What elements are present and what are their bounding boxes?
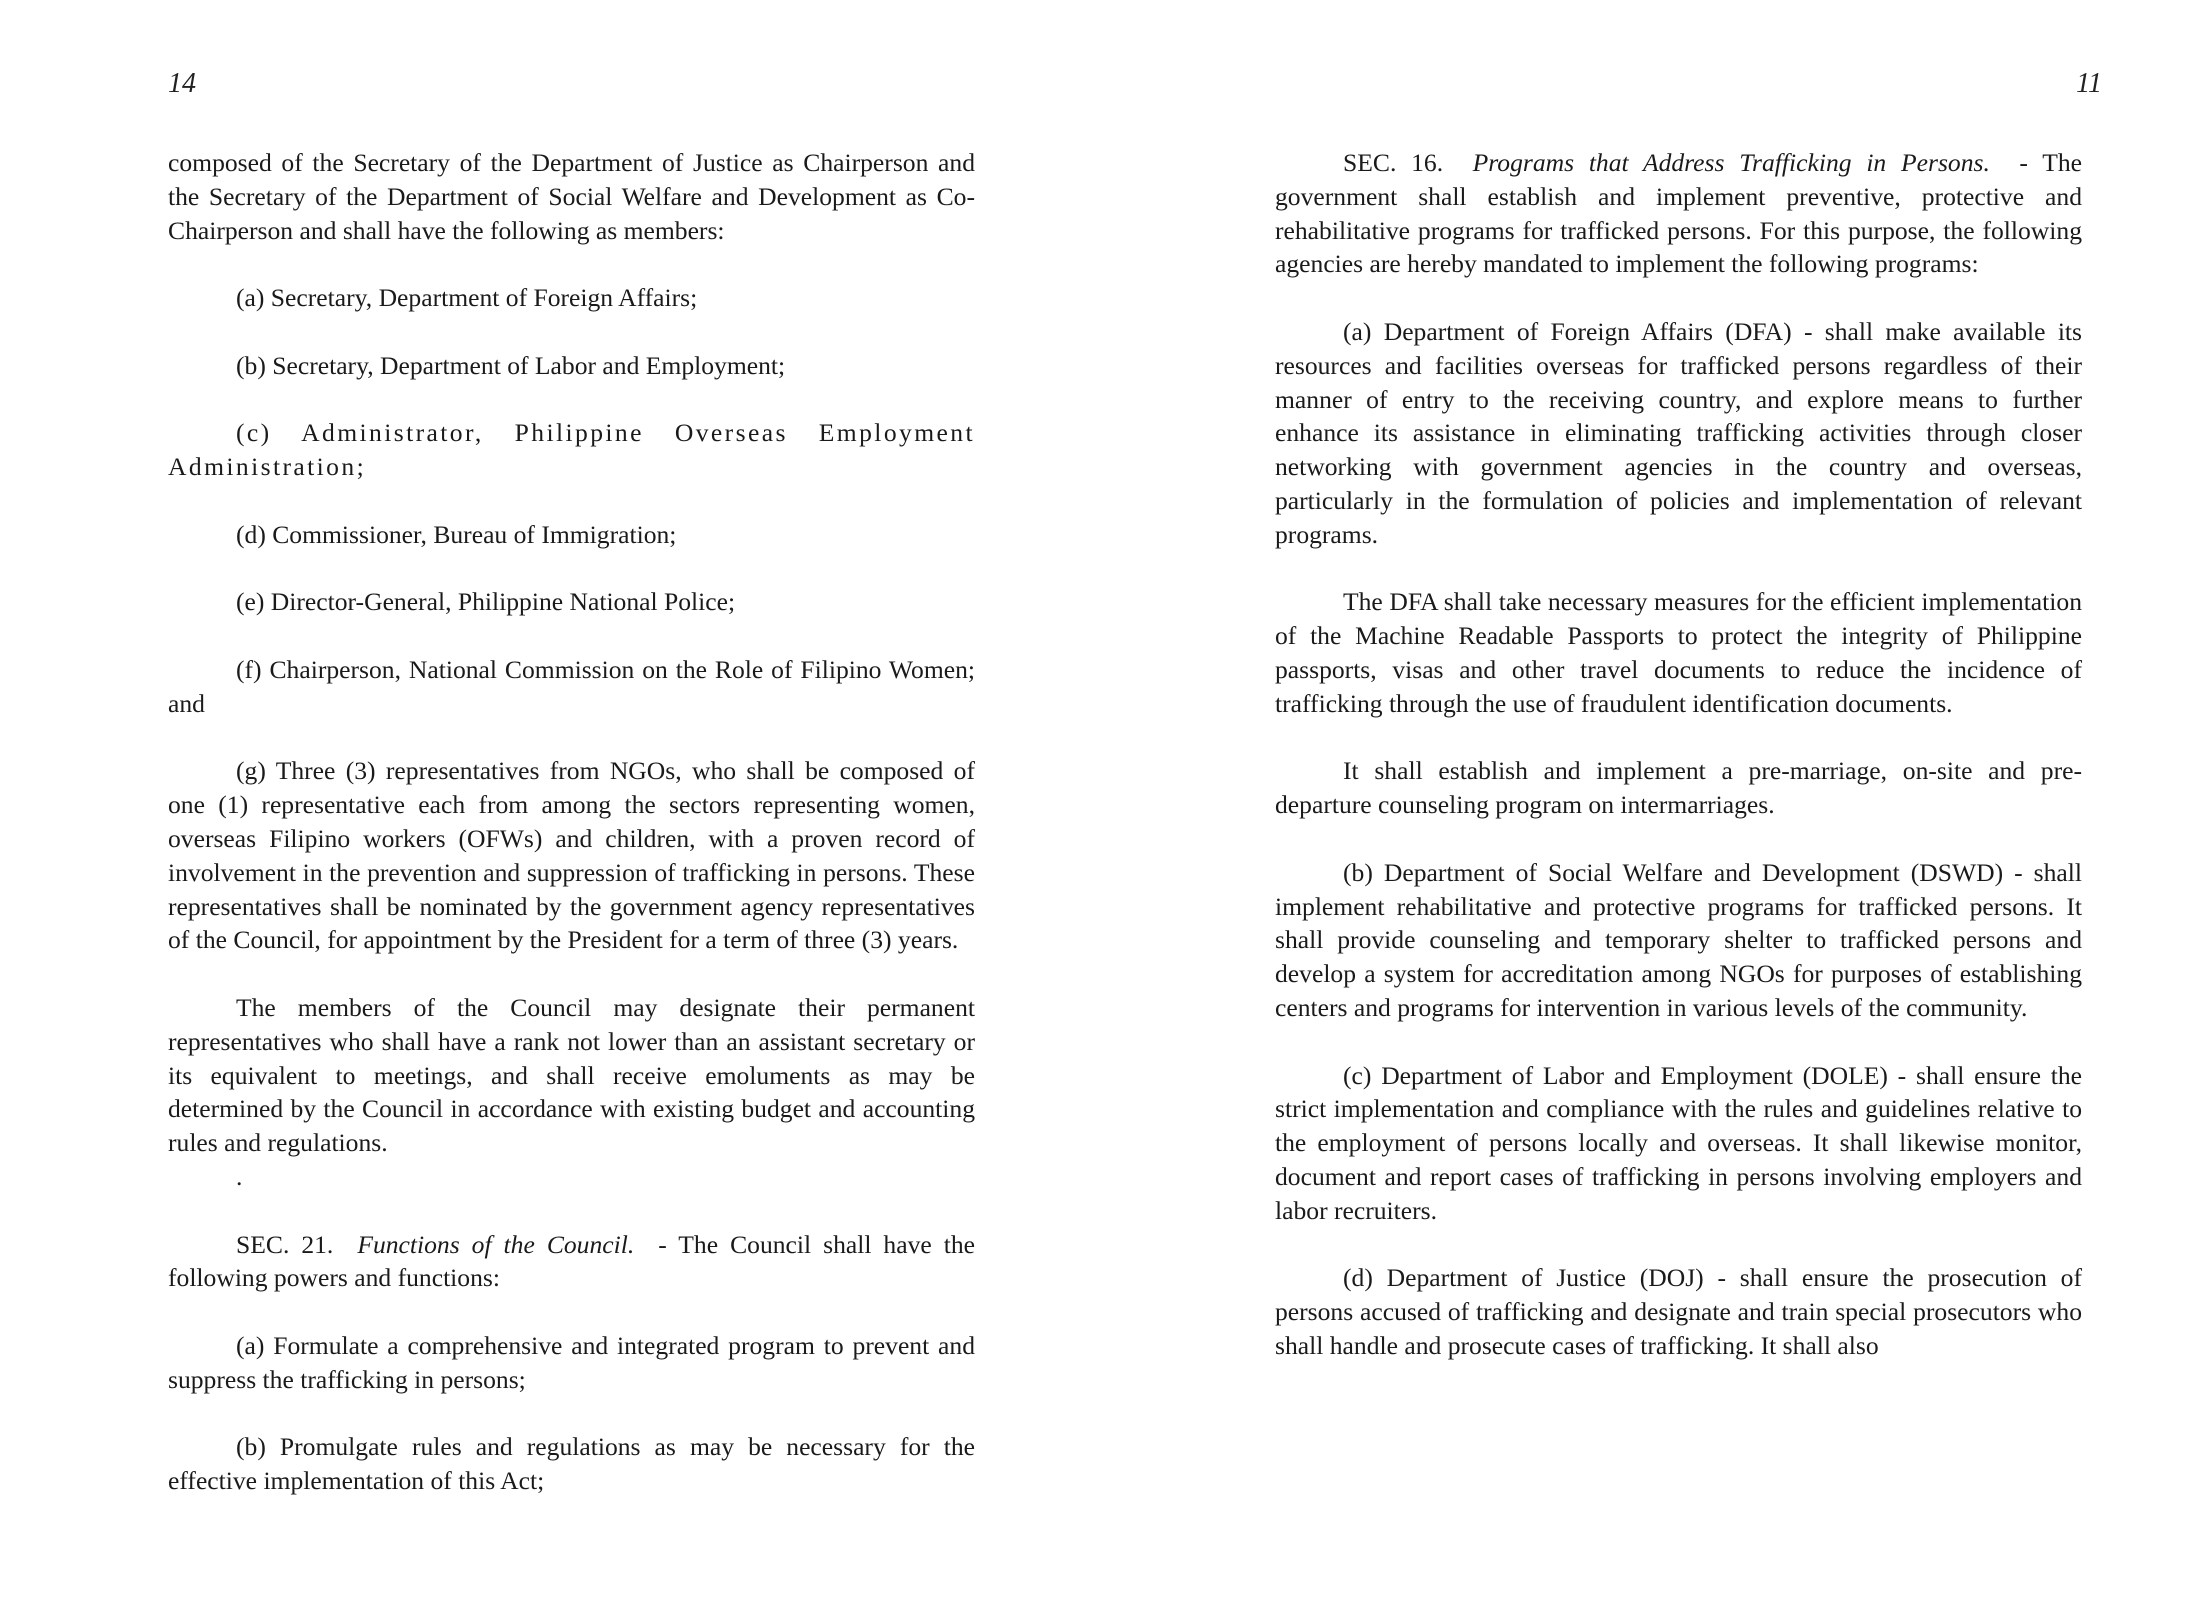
sec21-label: SEC. 21. (236, 1229, 334, 1259)
sec21-title: Functions of the Council. (357, 1229, 635, 1259)
doj-paragraph: (d) Department of Justice (DOJ) - shall ensure the prosecution of persons accused of trafficking and designate and train special prosecutors who shall handle and prosecute cases of trafficking. It shall also (1275, 1263, 2082, 1360)
left-page-number: 14 (168, 68, 196, 99)
member-item-a: (a) Secretary, Department of Foreign Affairs; (236, 283, 698, 313)
sec16-title: Programs that Address Trafficking in Persons. (1472, 148, 1990, 177)
sec16-text: - The government shall establish and implement preventive, protective and rehabilitative programs for trafficked persons. For this purpose, the following agencies are hereby mandated to implement the following programs: (1275, 148, 2083, 279)
member-item-b: (b) Secretary, Department of Labor and Employment; (236, 350, 786, 380)
member-item-c: (c) Administrator, Philippine Overseas Employment Administration; (168, 418, 975, 482)
right-text-column (1275, 146, 2082, 1363)
dole-paragraph: (c) Department of Labor and Employment (DOLE) - shall ensure the strict implementation and compliance with the rules and guidelines relative to the employment of persons locally and overseas. It shall likewise monitor, document and report cases of trafficking in persons involving employers and labor recruiters. (1275, 1060, 2082, 1225)
sec16-label: SEC. 16. (1343, 148, 1444, 177)
designation-paragraph: The members of the Council may designate their permanent representatives who shall have a rank not lower than an assistant secretary or its equivalent to meetings, and shall receive emoluments as may be determined by the Council in accordance with existing budget and accounting rules and regulations. (168, 992, 975, 1158)
sec16-paragraph (1275, 146, 2082, 281)
right-page-number: 11 (2076, 68, 2102, 99)
member-item-d: (d) Commissioner, Bureau of Immigration; (236, 519, 677, 549)
stray-mark: . (236, 1161, 243, 1191)
dfa-paragraph: (a) Department of Foreign Affairs (DFA) - shall make available its resources and facilities overseas for trafficked persons regardless of their manner of entry to the receiving country, and explore means to further enhance its assistance in eliminating trafficking activities through closer networking with government agencies in the country and overseas, particularly in the formulation of policies and implementation of relevant programs. (1275, 316, 2082, 549)
council-composition-paragraph: composed of the Secretary of the Department of Justice as Chairperson and the Secretary of the Department of Social Welfare and Development as Co-Chairperson and shall have the following as members: (168, 148, 975, 245)
dfa-counseling-paragraph: It shall establish and implement a pre-marriage, on-site and pre-departure counseling program on intermarriages. (1275, 756, 2082, 820)
dswd-paragraph: (b) Department of Social Welfare and Development (DSWD) - shall implement rehabilitative and protective programs for trafficked persons. It shall provide counseling and temporary shelter to trafficked persons and develop a system for accreditation among NGOs for purposes of establishing centers and programs for intervention in various levels of the community. (1275, 857, 2082, 1022)
sec21-paragraph (168, 1228, 975, 1296)
function-item-b: (b) Promulgate rules and regulations as may be necessary for the effective implementation of this Act; (168, 1432, 975, 1496)
sec21-text: - The Council shall have the following powers and functions: (168, 1229, 976, 1293)
function-item-a: (a) Formulate a comprehensive and integrated program to prevent and suppress the trafficking in persons; (168, 1330, 975, 1394)
dfa-passports-paragraph: The DFA shall take necessary measures for the efficient implementation of the Machine Readable Passports to protect the integrity of Philippine passports, visas and other travel documents to reduce the incidence of trafficking through the use of fraudulent identification documents. (1275, 587, 2082, 718)
member-item-f: (f) Chairperson, National Commission on the Role of Filipino Women; and (168, 654, 975, 718)
member-item-g: (g) Three (3) representatives from NGOs, who shall be composed of one (1) representative each from among the sectors representing women, overseas Filipino workers (OFWs) and children, with a proven record of involvement in the prevention and suppression of trafficking in persons. These representatives shall be nominated by the government agency representatives of the Council, for appointment by the President for a term of three (3) years. (168, 756, 975, 955)
right-page (1100, 0, 2200, 1600)
member-item-e: (e) Director-General, Philippine National Police; (236, 587, 736, 617)
left-text-column (168, 146, 975, 1498)
